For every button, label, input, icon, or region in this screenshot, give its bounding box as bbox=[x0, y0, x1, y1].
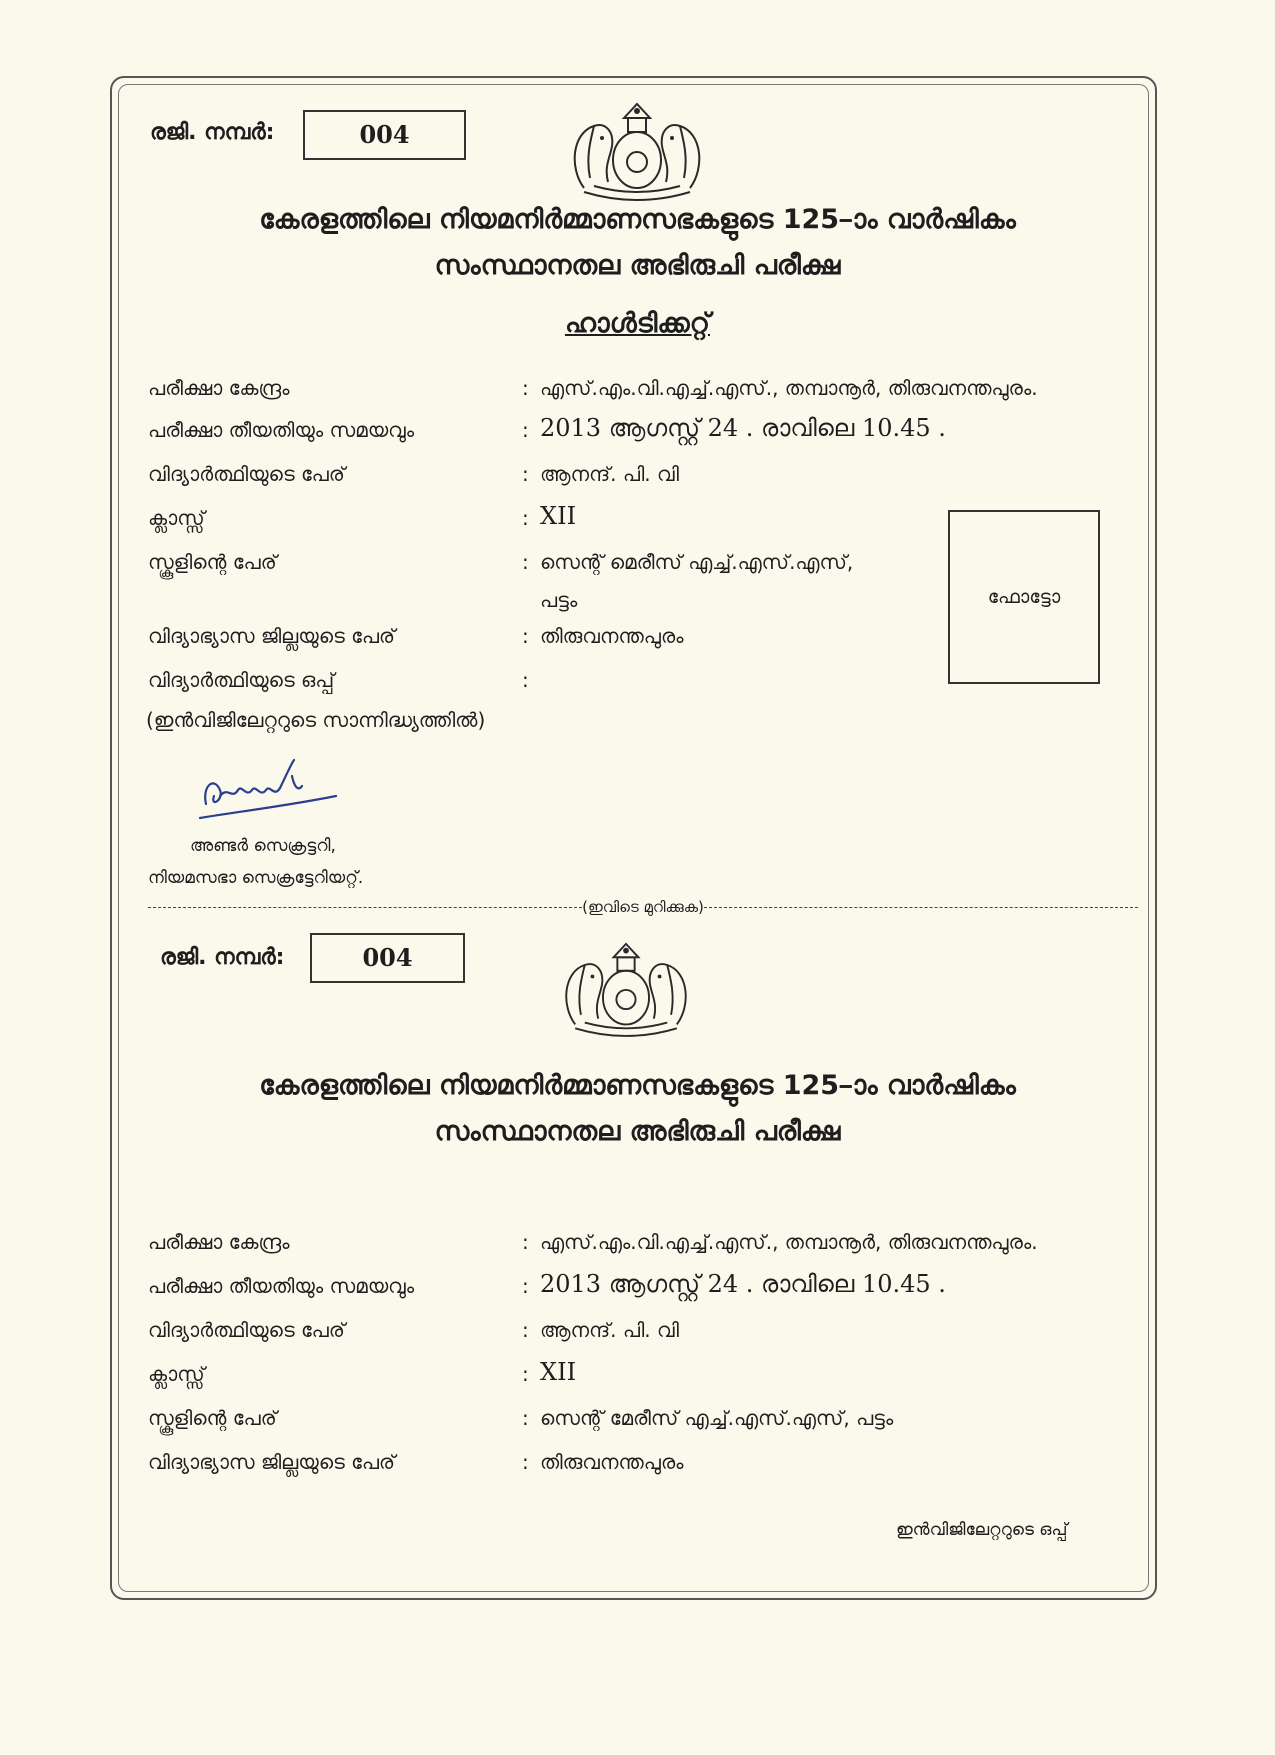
counterfoil-title-line2: സംസ്ഥാനതല അഭിരുചി പരീക്ഷ bbox=[434, 1116, 841, 1147]
counterfoil-school-name-value: സെന്റ് മേരീസ് എച്ച്.എസ്.എസ്, പട്ടം bbox=[540, 1406, 894, 1430]
colon: : bbox=[522, 1274, 529, 1298]
colon: : bbox=[522, 1318, 529, 1342]
signatory-title: അണ്ടർ സെക്രട്ടറി, bbox=[190, 836, 336, 856]
hall-ticket-heading: ഹാൾടിക്കറ്റ് bbox=[564, 308, 711, 339]
student-name-label: വിദ്യാർത്ഥിയുടെ പേര് bbox=[148, 462, 345, 486]
cut-here-line bbox=[148, 898, 1138, 916]
counterfoil-school-name-label: സ്കൂളിന്റെ പേര് bbox=[148, 1406, 277, 1430]
counterfoil-class-value: XII bbox=[540, 1358, 577, 1386]
cut-here-label: (ഇവിടെ മുറിക്കുക) bbox=[582, 898, 704, 916]
edu-district-label: വിദ്യാഭ്യാസ ജില്ലയുടെ പേര് bbox=[148, 624, 396, 648]
counterfoil-exam-centre-label: പരീക്ഷാ കേന്ദ്രം bbox=[148, 1230, 290, 1254]
counterfoil-reg-number-label: രജി. നമ്പർ: bbox=[160, 945, 285, 970]
ticket-title-line2: സംസ്ഥാനതല അഭിരുചി പരീക്ഷ bbox=[434, 250, 841, 281]
counterfoil-edu-district-value: തിരുവനന്തപുരം bbox=[540, 1450, 684, 1474]
student-name-value: ആനന്ദ്. പി. വി bbox=[540, 462, 679, 486]
cut-dash-right bbox=[704, 907, 1138, 908]
exam-date-time-label: പരീക്ഷാ തീയതിയും സമയവും bbox=[148, 418, 415, 442]
colon: : bbox=[522, 1362, 529, 1386]
class-label: ക്ലാസ്സ് bbox=[148, 506, 205, 530]
exam-centre-value: എസ്.എം.വി.എച്ച്.എസ്., തമ്പാനൂർ, തിരുവനന്തപുരം. bbox=[540, 376, 1038, 400]
reg-number-value: 004 bbox=[303, 110, 466, 160]
colon: : bbox=[522, 1230, 529, 1254]
colon: : bbox=[522, 1450, 529, 1474]
exam-date-time-value: 2013 ആഗസ്റ്റ് 24 . രാവിലെ 10.45 . bbox=[540, 414, 946, 442]
cut-dash-left bbox=[148, 907, 582, 908]
colon: : bbox=[522, 418, 529, 442]
counterfoil-class-label: ക്ലാസ്സ് bbox=[148, 1362, 205, 1386]
colon: : bbox=[522, 624, 529, 648]
colon: : bbox=[522, 376, 529, 400]
counterfoil-edu-district-label: വിദ്യാഭ്യാസ ജില്ലയുടെ പേര് bbox=[148, 1450, 396, 1474]
counterfoil-reg-number-value: 004 bbox=[310, 933, 465, 983]
edu-district-value: തിരുവനന്തപുരം bbox=[540, 624, 684, 648]
class-value: XII bbox=[540, 502, 577, 530]
reg-number-label: രജി. നമ്പർ: bbox=[150, 120, 275, 145]
student-signature-label: വിദ്യാർത്ഥിയുടെ ഒപ്പ് bbox=[148, 668, 335, 692]
photo-label: ഫോട്ടോ bbox=[987, 586, 1061, 608]
school-name-value: സെന്റ് മെരീസ് എച്ച്.എസ്.എസ്, bbox=[540, 550, 854, 574]
counterfoil-exam-date-time-value: 2013 ആഗസ്റ്റ് 24 . രാവിലെ 10.45 . bbox=[540, 1270, 946, 1298]
colon: : bbox=[522, 506, 529, 530]
counterfoil-exam-date-time-label: പരീക്ഷാ തീയതിയും സമയവും bbox=[148, 1274, 415, 1298]
colon: : bbox=[522, 1406, 529, 1430]
counterfoil-student-name-label: വിദ്യാർത്ഥിയുടെ പേര് bbox=[148, 1318, 345, 1342]
signatory-office: നിയമസഭാ സെക്രട്ടേറിയറ്റ്. bbox=[148, 868, 364, 888]
school-name-value-line2: പട്ടം bbox=[540, 588, 578, 612]
photo-box bbox=[948, 510, 1100, 684]
school-name-label: സ്കൂളിന്റെ പേര് bbox=[148, 550, 277, 574]
colon: : bbox=[522, 462, 529, 486]
invigilator-signature-label: ഇൻവിജിലേറ്ററുടെ ഒപ്പ് bbox=[896, 1520, 1068, 1540]
colon: : bbox=[522, 550, 529, 574]
colon: : bbox=[522, 668, 529, 692]
invigilator-presence-note: (ഇൻവിജിലേറ്ററുടെ സാന്നിദ്ധ്യത്തിൽ) bbox=[146, 708, 486, 732]
counterfoil-student-name-value: ആനന്ദ്. പി. വി bbox=[540, 1318, 679, 1342]
ticket-title-line1: കേരളത്തിലെ നിയമനിർമ്മാണസഭകളുടെ 125–ാം വാർഷികം bbox=[259, 204, 1016, 235]
kerala-state-emblem-icon bbox=[564, 98, 710, 202]
under-secretary-signature bbox=[196, 756, 346, 830]
counterfoil-exam-centre-value: എസ്.എം.വി.എച്ച്.എസ്., തമ്പാനൂർ, തിരുവനന്തപുരം. bbox=[540, 1230, 1038, 1254]
kerala-state-emblem-icon bbox=[556, 938, 696, 1038]
exam-centre-label: പരീക്ഷാ കേന്ദ്രം bbox=[148, 376, 290, 400]
counterfoil-title-line1: കേരളത്തിലെ നിയമനിർമ്മാണസഭകളുടെ 125–ാം വാർഷികം bbox=[259, 1070, 1016, 1101]
